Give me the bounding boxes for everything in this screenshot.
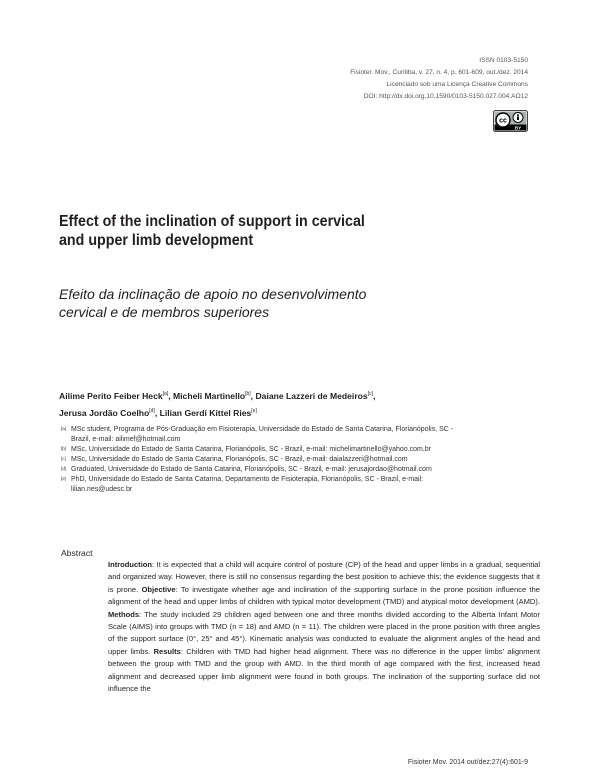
affiliation-mark: [d] — [61, 466, 67, 471]
author-mark: [e] — [251, 408, 257, 415]
author-mark: [c] — [367, 391, 373, 397]
affiliation-line: MSc, Universidade do Estado de Santa Catarina, Florianópolis, SC - Brazil, e-mail: daialazzeri@hotmail.com — [71, 456, 408, 463]
article-title — [59, 212, 427, 250]
author-name: Daiane Lazzeri de Medeiros — [255, 390, 368, 401]
title-pt-line-2: cervical e de membros superiores — [59, 304, 270, 320]
abstract-body — [108, 559, 540, 695]
author-list — [59, 387, 539, 422]
affiliation-mark: [e] — [61, 476, 67, 481]
intro-text: : It is expected that a child will acquire control of posture (CP) of the head and upper limbs in a gradual, sequential and organized way. However, there is still no consensus regarding the best position to achieve this; the evidence suggests that it is prone. — [108, 560, 540, 594]
abstract-heading: Abstract — [61, 548, 93, 558]
author-name: Ailime Perito Feiber Heck — [59, 390, 163, 401]
affiliation-line: Graduated, Universidade do Estado de Santa Catarina, Florianópolis, SC - Brazil, e-mail: jerusajordao@hotmail.com — [71, 466, 432, 473]
doi-link[interactable]: DOI: http://dx.doi.org.10.1590/0103-5150.027.004.AO12 — [363, 93, 528, 100]
affiliation-mark: [c] — [61, 456, 66, 461]
affiliation-line: Brazil, e-mail: ailimef@hotmail.com — [71, 436, 181, 443]
author-sep: , — [168, 390, 173, 401]
author-sep: , — [154, 408, 160, 419]
affiliation-item — [61, 425, 541, 445]
objective-label: Objective — [141, 584, 176, 594]
author-sep: , — [250, 390, 256, 401]
author-name: Lilian Gerdi Kittel Ries — [159, 408, 252, 419]
author-mark: [d] — [149, 408, 155, 415]
affiliation-line: MSc student, Programa de Pós-Graduação em Fisioterapia, Universidade do Estado de Santa Catarina, Florianópolis, SC - — [71, 426, 454, 433]
affiliation-line: lilian.ries@udesc.br — [71, 486, 133, 493]
affiliation-line: PhD, Universidade do Estado de Santa Catarina, Departamento de Fisioterapia, Florianópolis, SC - Brazil, e-mail: — [71, 476, 424, 483]
journal-citation: Fisioter. Mov., Curitiba, v. 27, n. 4, p. 601-609, out./dez. 2014 — [350, 69, 528, 76]
affiliation-item — [61, 465, 541, 475]
results-label: Results — [153, 646, 181, 656]
affiliation-item — [61, 475, 541, 495]
methods-text: : The study included 29 children aged between one and three months divided according to the Alberta Infant Motor Scale (AIMS) into groups with TMD (n = 18) and AMD (n = 11). The children were placed in the prone position with three angles of the support surface (0°, 25° and 45°). Kinematic analysis was conducted to evaluate the alignment angles of the head and upper limbs. — [108, 609, 540, 656]
author-mark: [b] — [245, 391, 251, 397]
methods-label: Methods — [108, 609, 140, 619]
by-label: BY — [514, 125, 522, 131]
creative-commons-by-icon[interactable] — [493, 110, 528, 132]
affiliations — [61, 425, 541, 495]
article-title-portuguese — [59, 285, 479, 321]
author-name: Micheli Martinello — [173, 390, 246, 401]
affiliation-item — [61, 455, 541, 465]
license-text: Licenciado sob uma Licença Creative Commons — [386, 81, 528, 88]
objective-text: : To investigate whether age and inclination of the supporting surface in the prone position influence the alignment of the head and upper limbs of children with typical motor development (TMD) and atypical motor development (AMD). — [108, 584, 540, 607]
title-line-2: and upper limb development — [59, 232, 254, 249]
affiliation-item — [61, 445, 541, 455]
affiliation-mark: [a] — [61, 426, 67, 431]
author-mark: [a] — [162, 391, 169, 397]
title-line-1: Effect of the inclination of support in cervical — [59, 213, 365, 230]
title-pt-line-1: Efeito da inclinação de apoio no desenvolvimento — [59, 286, 367, 302]
author-sep: , — [372, 390, 376, 401]
author-name: Jerusa Jordão Coelho — [59, 408, 150, 419]
cc-label: cc — [499, 117, 507, 125]
affiliation-line: MSc, Universidade do Estado de Santa Catarina, Florianópolis, SC - Brazil, e-mail: michelimartinello@yahoo.com.br — [71, 446, 431, 453]
intro-label: Introduction — [108, 560, 153, 569]
header-meta — [350, 55, 528, 103]
issn: ISSN 0103-5150 — [479, 57, 528, 64]
page-footer: Fisioter Mov. 2014 out/dez;27(4):601-9 — [407, 759, 528, 766]
results-text: : Children with TMD had higher head alignment. There was no difference in the upper limbs' alignment between the group with TMD and the group with AMD. In the third month of age compared with the first, increased head alignment and decreased upper limb alignment were found in both groups. The inclination of the supporting surface did not influence the — [108, 646, 541, 694]
affiliation-mark: [b] — [61, 446, 67, 451]
